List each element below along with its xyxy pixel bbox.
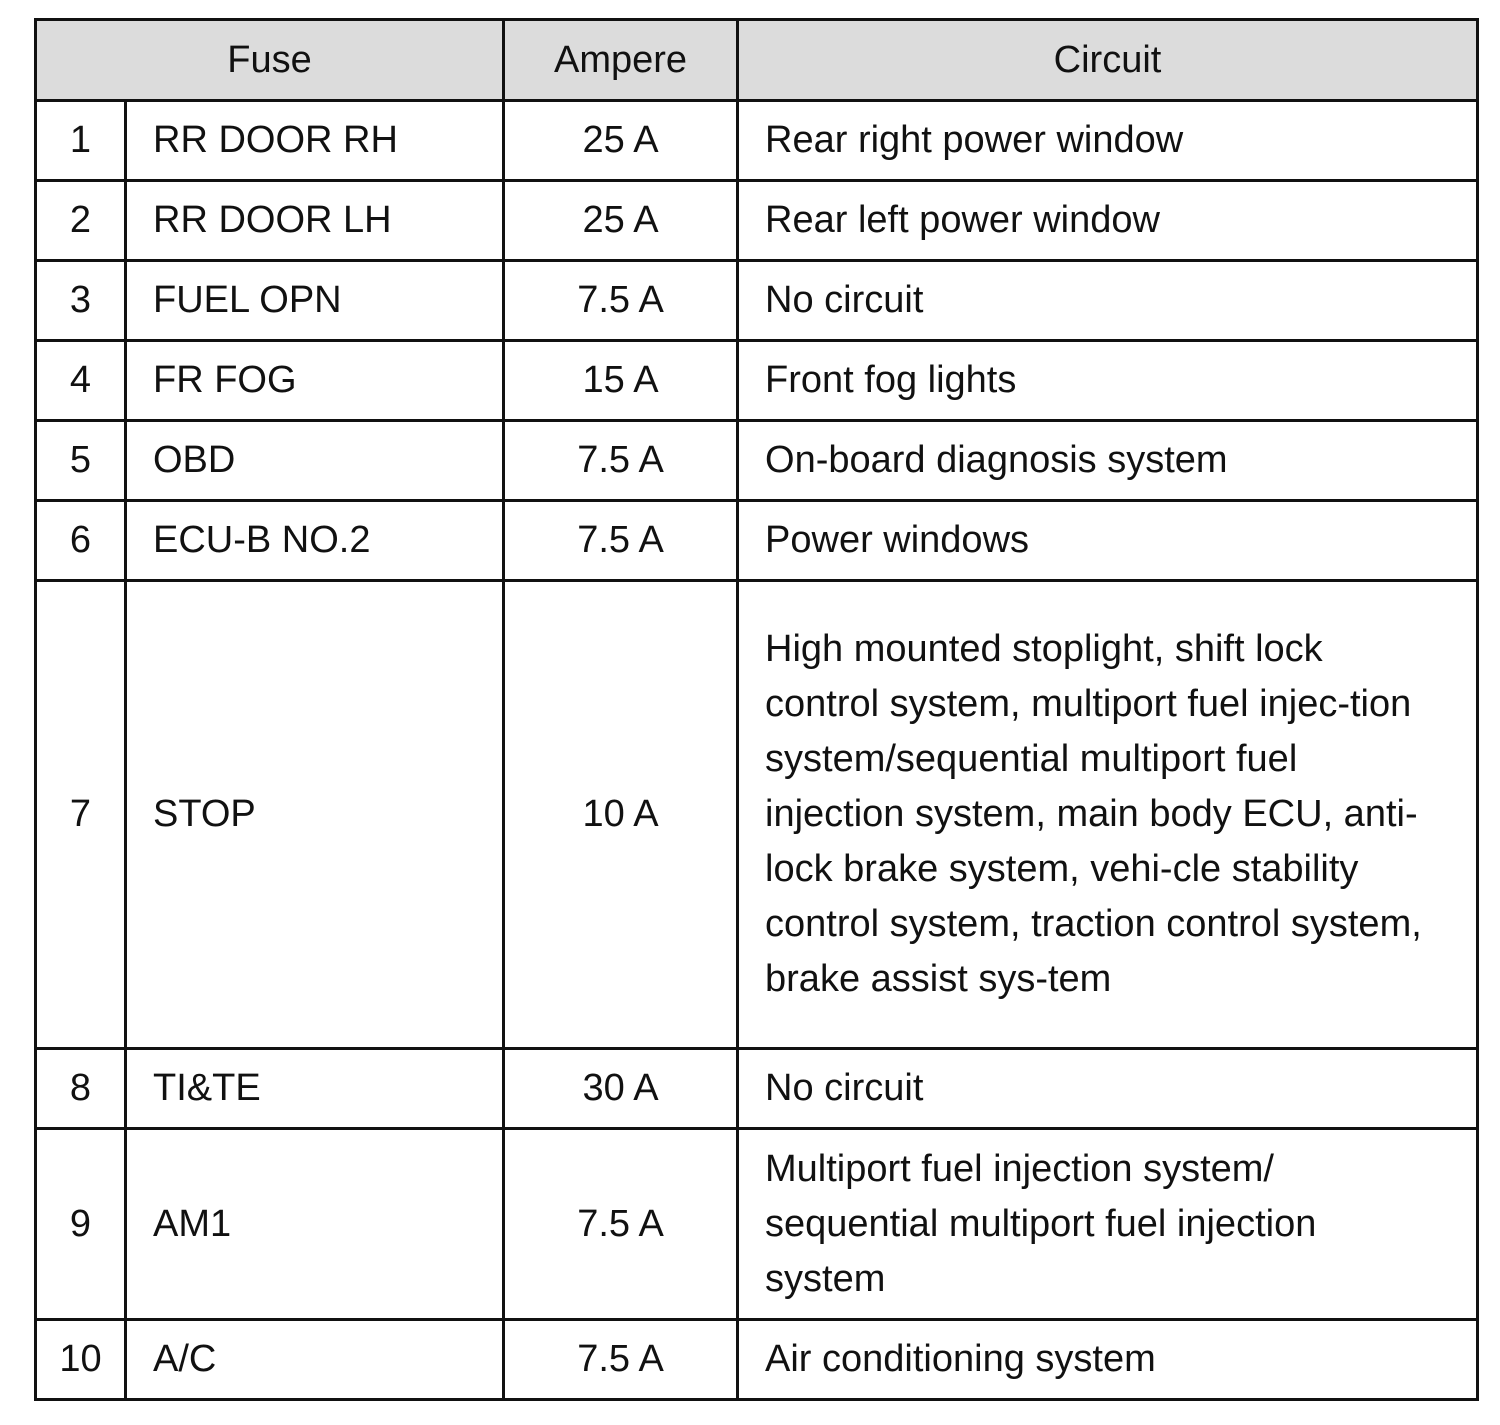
fuse-number: 5 bbox=[36, 421, 126, 501]
fuse-number: 2 bbox=[36, 181, 126, 261]
fuse-ampere: 30 A bbox=[504, 1049, 738, 1129]
fuse-name: STOP bbox=[126, 581, 504, 1049]
fuse-name: RR DOOR RH bbox=[126, 101, 504, 181]
table-row bbox=[36, 1049, 1478, 1129]
fuse-number: 9 bbox=[36, 1129, 126, 1320]
fuse-ampere: 7.5 A bbox=[504, 1320, 738, 1400]
fuse-ampere: 7.5 A bbox=[504, 421, 738, 501]
fuse-circuit: Rear left power window bbox=[738, 181, 1478, 261]
fuse-number: 7 bbox=[36, 581, 126, 1049]
fuse-circuit: Rear right power window bbox=[738, 101, 1478, 181]
fuse-circuit: Front fog lights bbox=[738, 341, 1478, 421]
fuse-ampere: 7.5 A bbox=[504, 261, 738, 341]
fuse-ampere: 7.5 A bbox=[504, 1129, 738, 1320]
table-row bbox=[36, 341, 1478, 421]
fuse-circuit: High mounted stoplight, shift lock control system, multiport fuel injec-tion system/sequential multiport fuel injection system, main body ECU, anti-lock brake system, vehi-cle stability control system, traction control system, brake assist sys-tem bbox=[738, 581, 1478, 1049]
fuse-ampere: 25 A bbox=[504, 181, 738, 261]
table-row bbox=[36, 1320, 1478, 1400]
header-circuit: Circuit bbox=[738, 20, 1478, 101]
fuse-ampere: 10 A bbox=[504, 581, 738, 1049]
fuse-number: 3 bbox=[36, 261, 126, 341]
table-row bbox=[36, 581, 1478, 1049]
fuse-name: FUEL OPN bbox=[126, 261, 504, 341]
fuse-number: 6 bbox=[36, 501, 126, 581]
fuse-circuit: Multiport fuel injection system/ sequential multiport fuel injection system bbox=[738, 1129, 1478, 1320]
table-row bbox=[36, 421, 1478, 501]
fuse-name: OBD bbox=[126, 421, 504, 501]
fuse-circuit: Power windows bbox=[738, 501, 1478, 581]
table-row bbox=[36, 1129, 1478, 1320]
fuse-number: 10 bbox=[36, 1320, 126, 1400]
fuse-name: TI&TE bbox=[126, 1049, 504, 1129]
fuse-number: 1 bbox=[36, 101, 126, 181]
fuse-ampere: 25 A bbox=[504, 101, 738, 181]
header-row bbox=[36, 20, 1478, 101]
fuse-name: FR FOG bbox=[126, 341, 504, 421]
header-fuse: Fuse bbox=[36, 20, 504, 101]
fuse-name: A/C bbox=[126, 1320, 504, 1400]
table-row bbox=[36, 261, 1478, 341]
fuse-name: RR DOOR LH bbox=[126, 181, 504, 261]
table-row bbox=[36, 501, 1478, 581]
fuse-name: ECU-B NO.2 bbox=[126, 501, 504, 581]
fuse-circuit: No circuit bbox=[738, 261, 1478, 341]
fuse-circuit: On-board diagnosis system bbox=[738, 421, 1478, 501]
fuse-circuit: Air conditioning system bbox=[738, 1320, 1478, 1400]
table-row bbox=[36, 101, 1478, 181]
fuse-ampere: 15 A bbox=[504, 341, 738, 421]
fuse-ampere: 7.5 A bbox=[504, 501, 738, 581]
fuse-circuit: No circuit bbox=[738, 1049, 1478, 1129]
fuse-name: AM1 bbox=[126, 1129, 504, 1320]
header-ampere: Ampere bbox=[504, 20, 738, 101]
fuse-number: 4 bbox=[36, 341, 126, 421]
table-row bbox=[36, 181, 1478, 261]
fuse-number: 8 bbox=[36, 1049, 126, 1129]
fuse-table bbox=[34, 18, 1479, 1401]
